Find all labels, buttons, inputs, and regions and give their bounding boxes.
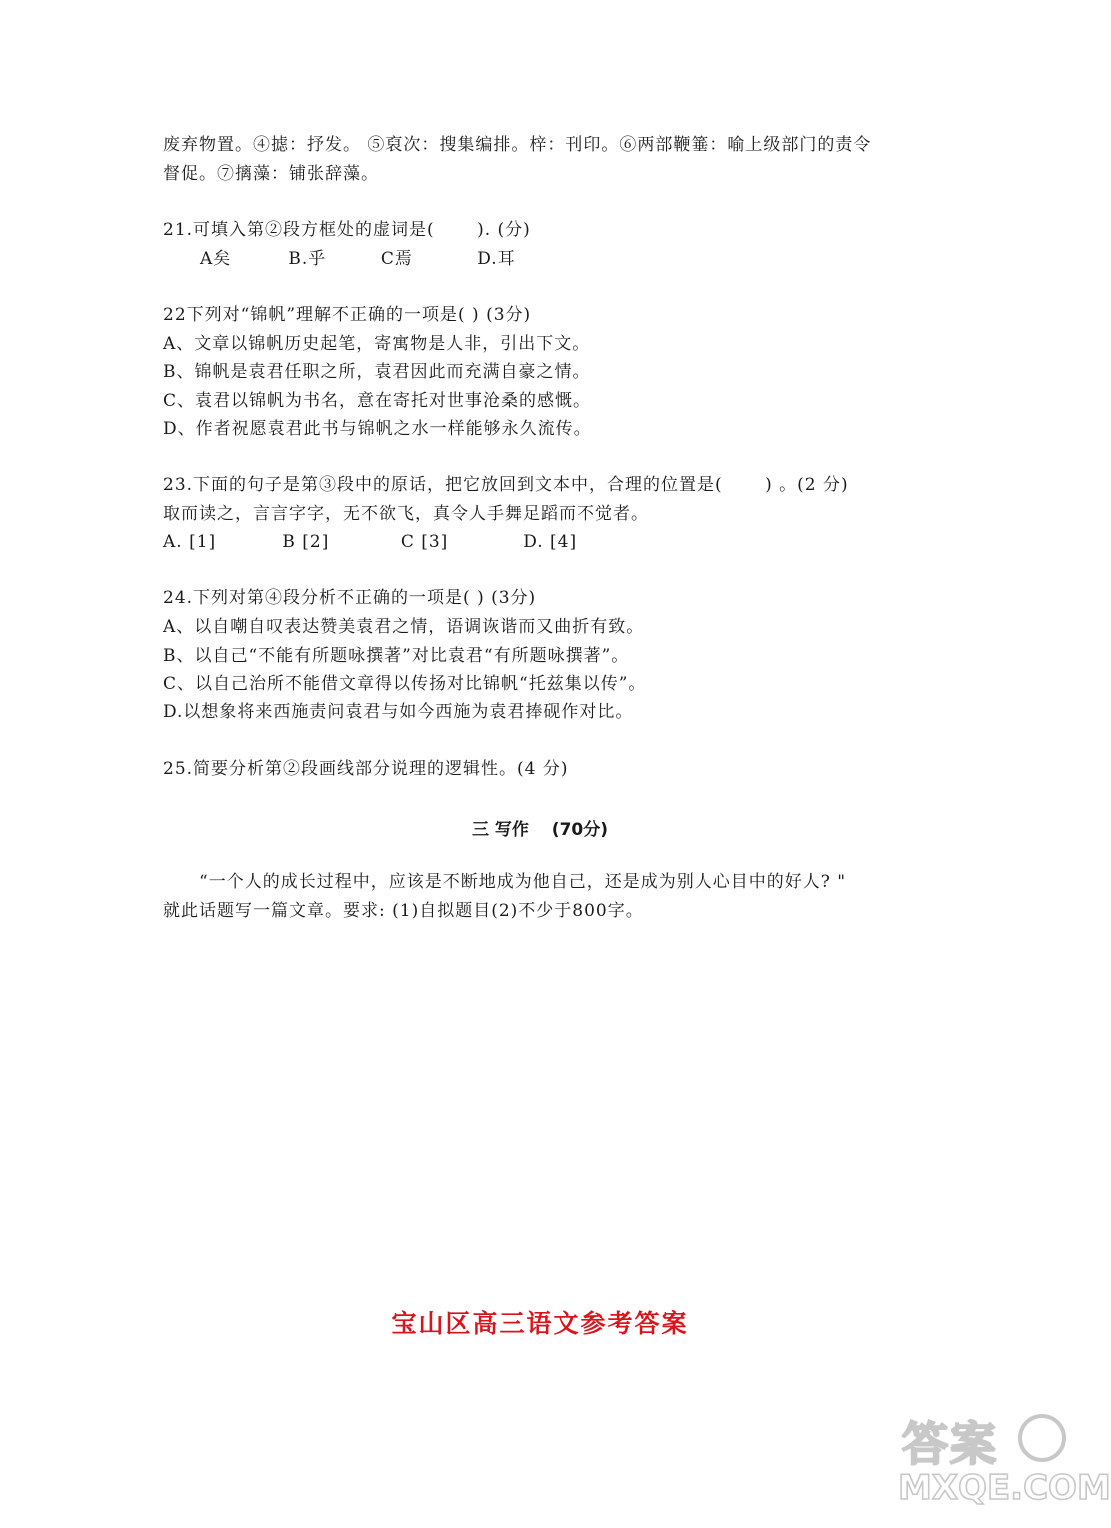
question-23-options — [163, 531, 577, 553]
question-24-option-a: A、以自嘲自叹表达赞美袁君之情，语调诙谐而又曲折有致。 — [163, 617, 645, 637]
writing-prompt-line-2: 就此话题写一篇文章。要求: (1)自拟题目(2)不少于800字。 — [163, 901, 644, 921]
option-a: A. [1] — [163, 532, 217, 552]
watermark-logo — [898, 1408, 1111, 1520]
option-b: B [2] — [282, 532, 330, 552]
question-21-options — [200, 248, 516, 270]
question-22-stem: 22下列对“锦帆”理解不正确的一项是( ) (3分) — [163, 305, 532, 325]
intro-line-2: 督促。⑦摛藻：铺张辞藻。 — [163, 164, 379, 184]
question-24-option-b: B、以自己“不能有所题咏撰著”对比袁君“有所题咏撰著”。 — [163, 646, 630, 666]
question-22-option-c: C、袁君以锦帆为书名，意在寄托对世事沧桑的感慨。 — [163, 391, 592, 411]
watermark-en-text: MXQE.COM — [898, 1468, 1111, 1508]
option-d: D. [4] — [523, 532, 578, 552]
question-22-option-a: A、文章以锦帆历史起笔，寄寓物是人非，引出下文。 — [163, 334, 591, 354]
circle-badge-icon — [1018, 1414, 1066, 1462]
question-22-option-d: D、作者祝愿袁君此书与锦帆之水一样能够永久流传。 — [163, 419, 592, 439]
intro-line-1: 废弃物置。④摅：抒发。 ⑤裒次：搜集编排。梓：刊印。⑥两部鞭箠：喻上级部门的责令 — [163, 135, 872, 155]
question-24-stem: 24.下列对第④段分析不正确的一项是( ) (3分) — [163, 588, 537, 608]
question-23-stem: 23.下面的句子是第③段中的原话，把它放回到文本中，合理的位置是( ) 。(2 分) — [163, 475, 849, 495]
option-c: C焉 — [380, 249, 413, 269]
option-a: A矣 — [200, 249, 232, 269]
answer-key-title: 宝山区高三语文参考答案 — [391, 1309, 689, 1338]
question-24-option-d: D.以想象将来西施责问袁君与如今西施为袁君捧砚作对比。 — [163, 702, 634, 722]
watermark-cn-text: 答案 — [902, 1417, 998, 1471]
writing-section-title: 三 写作 (70分) — [471, 820, 609, 840]
question-22-option-b: B、锦帆是袁君任职之所，袁君因此而充满自豪之情。 — [163, 362, 591, 382]
option-b: B.乎 — [288, 249, 327, 269]
writing-prompt-line-1: “一个人的成长过程中，应该是不断地成为他自己，还是成为别人心目中的好人? " — [163, 872, 847, 892]
question-25-stem: 25.简要分析第②段画线部分说理的逻辑性。(4 分) — [163, 759, 569, 779]
question-23-quote: 取而读之，言言字字，无不欲飞，真令人手舞足蹈而不觉者。 — [163, 504, 649, 524]
option-c: C [3] — [400, 532, 449, 552]
option-d: D.耳 — [477, 249, 516, 269]
question-21-stem: 21.可填入第②段方框处的虚词是( ). (分) — [163, 220, 531, 240]
question-24-option-c: C、以自己治所不能借文章得以传扬对比锦帆“托兹集以传”。 — [163, 674, 647, 694]
